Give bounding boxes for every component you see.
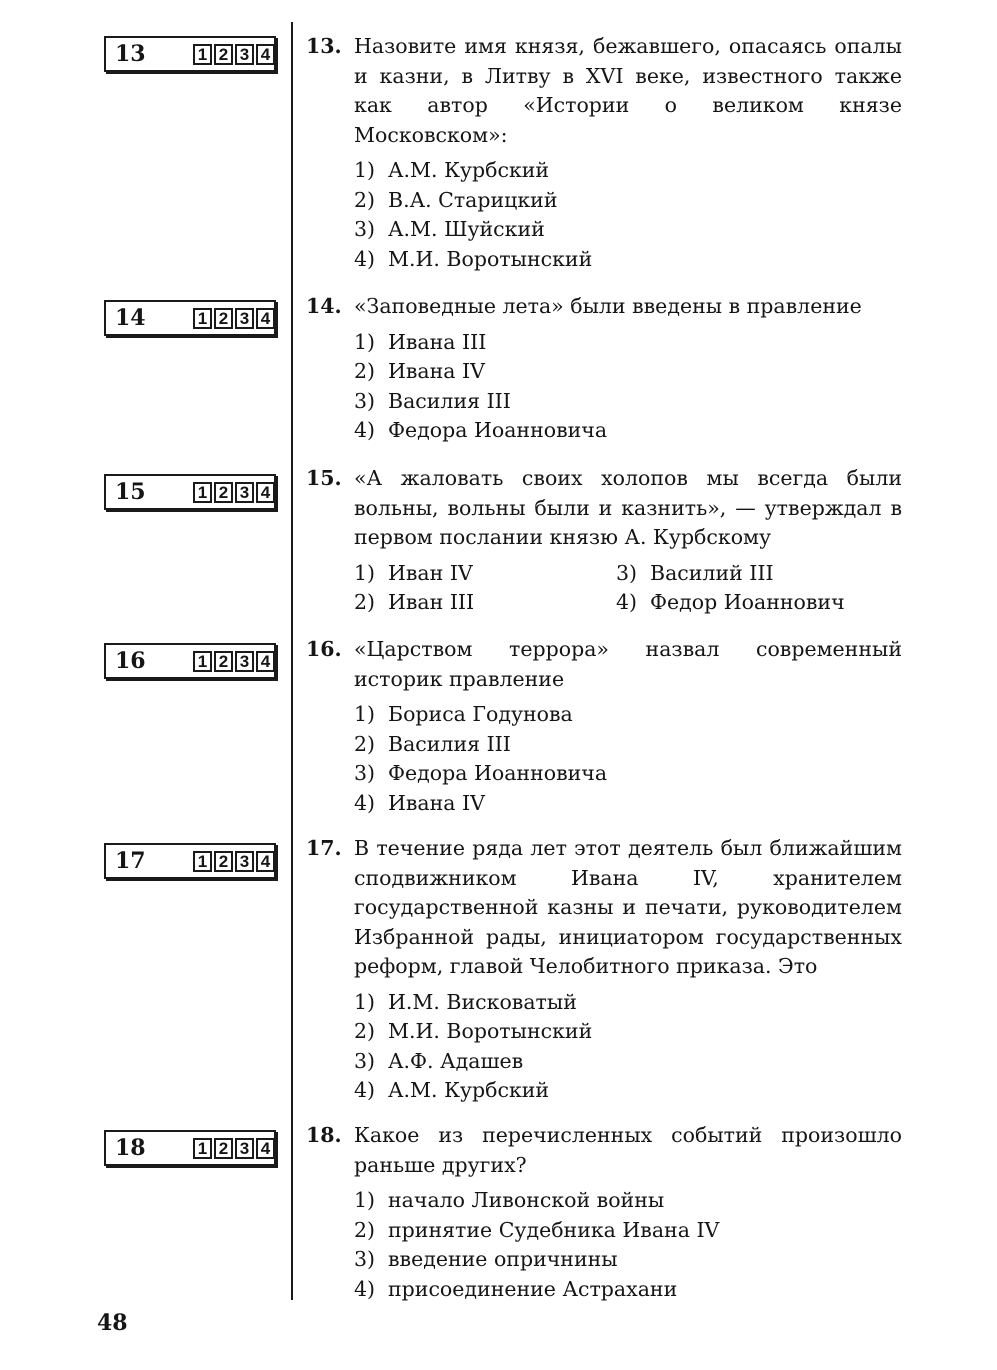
answer-cell-2[interactable]: 2: [214, 651, 233, 672]
question-text: «А жаловать своих холопов мы всегда были вольны, вольны были и казнить», — утверждал в первом послании князю А. Курбскому: [354, 466, 902, 549]
option-2: 2) Василия III: [354, 731, 511, 756]
question-text: В течение ряда лет этот деятель был ближайшим сподвижником Ивана IV, хранителем государственной казны и печати, руководителем Избранной рады, инициатором государственных реформ, главой Челобитного приказа. Это: [354, 836, 902, 978]
answer-cell-1[interactable]: 1: [193, 1138, 212, 1159]
answer-cell-4[interactable]: 4: [256, 851, 275, 872]
answer-cell-2[interactable]: 2: [214, 308, 233, 329]
option-4: 4) М.И. Воротынский: [354, 246, 593, 271]
option-1: 1) Ивана III: [354, 329, 487, 354]
option-3: 3) введение опричнины: [354, 1247, 618, 1271]
option-3: 3) Василий III: [616, 560, 774, 585]
option-2: 2) М.И. Воротынский: [354, 1019, 593, 1043]
answer-cell-4[interactable]: 4: [256, 308, 275, 329]
answer-cell-3[interactable]: 3: [235, 44, 254, 65]
options-list: [354, 328, 902, 446]
question-15: [306, 464, 902, 618]
question-text: Какое из перечисленных событий произошло раньше других?: [354, 1123, 902, 1177]
options-list: [354, 988, 902, 1106]
answer-box-number: 18: [115, 1135, 146, 1161]
option-2: 2) принятие Судебника Ивана IV: [354, 1217, 720, 1242]
answer-box-17[interactable]: [104, 843, 276, 879]
option-4: 4) Федора Иоанновича: [354, 418, 608, 442]
answer-box-18[interactable]: [104, 1130, 276, 1166]
question-number: 15.: [306, 466, 342, 490]
answer-cell-4[interactable]: 4: [256, 482, 275, 503]
question-14: [306, 292, 902, 446]
option-3: 3) А.Ф. Адашев: [354, 1048, 524, 1073]
options-list: [354, 559, 902, 618]
option-4: 4) Ивана IV: [354, 790, 485, 815]
question-text: Назовите имя князя, бежавшего, опасаясь опалы и казни, в Литву в XVI веке, известного также как автор «Истории о великом князе Московском»:: [354, 34, 902, 147]
options-list: [354, 156, 902, 274]
page-number: 48: [97, 1310, 128, 1336]
answer-box-15[interactable]: [104, 474, 276, 510]
option-1: 1) Бориса Годунова: [354, 702, 573, 726]
answer-cell-2[interactable]: 2: [214, 44, 233, 65]
question-17: [306, 834, 902, 1106]
option-2: 2) Иван III: [354, 590, 475, 614]
answer-cell-2[interactable]: 2: [214, 851, 233, 872]
question-text: «Царством террора» назвал современный историк правление: [354, 637, 902, 691]
answer-box-number: 16: [115, 648, 146, 674]
answer-cell-3[interactable]: 3: [235, 651, 254, 672]
option-2: 2) В.А. Старицкий: [354, 187, 558, 212]
answer-box-number: 13: [115, 41, 146, 67]
options-list: [354, 700, 902, 818]
answer-cell-4[interactable]: 4: [256, 44, 275, 65]
answer-box-16[interactable]: [104, 643, 276, 679]
option-2: 2) Ивана IV: [354, 359, 485, 383]
question-18: [306, 1121, 902, 1304]
option-3: 3) Василия III: [354, 388, 511, 413]
answer-box-number: 15: [115, 479, 146, 505]
answer-cell-1[interactable]: 1: [193, 651, 212, 672]
answer-cell-3[interactable]: 3: [235, 1138, 254, 1159]
answer-cell-3[interactable]: 3: [235, 482, 254, 503]
option-4: 4) А.М. Курбский: [354, 1078, 550, 1102]
question-13: [306, 32, 902, 274]
answer-box-number: 14: [115, 305, 146, 331]
answer-cell-2[interactable]: 2: [214, 482, 233, 503]
answer-cell-1[interactable]: 1: [193, 851, 212, 872]
column-divider: [291, 22, 293, 1300]
option-4: 4) Федор Иоаннович: [616, 590, 845, 614]
option-1: 1) начало Ливонской войны: [354, 1188, 665, 1212]
answer-box-number: 17: [115, 848, 146, 874]
question-number: 14.: [306, 294, 342, 318]
option-1: 1) Иван IV: [354, 560, 473, 585]
answer-cell-1[interactable]: 1: [193, 482, 212, 503]
question-number: 17.: [306, 836, 342, 860]
option-4: 4) присоединение Астрахани: [354, 1276, 678, 1301]
answer-box-13[interactable]: [104, 36, 276, 72]
answer-cell-4[interactable]: 4: [256, 651, 275, 672]
question-16: [306, 635, 902, 818]
answer-cell-1[interactable]: 1: [193, 44, 212, 65]
option-1: 1) А.М. Курбский: [354, 158, 550, 182]
answer-cell-3[interactable]: 3: [235, 308, 254, 329]
answer-box-14[interactable]: [104, 300, 276, 336]
answer-cell-4[interactable]: 4: [256, 1138, 275, 1159]
question-number: 16.: [306, 637, 342, 661]
options-list: [354, 1186, 902, 1304]
answer-cell-3[interactable]: 3: [235, 851, 254, 872]
answer-cell-1[interactable]: 1: [193, 308, 212, 329]
answer-cell-2[interactable]: 2: [214, 1138, 233, 1159]
option-3: 3) Федора Иоанновича: [354, 761, 608, 785]
question-number: 18.: [306, 1123, 342, 1147]
question-text: «Заповедные лета» были введены в правление: [354, 294, 862, 318]
option-3: 3) А.М. Шуйский: [354, 217, 545, 241]
question-number: 13.: [306, 34, 342, 58]
option-1: 1) И.М. Висковатый: [354, 989, 577, 1014]
